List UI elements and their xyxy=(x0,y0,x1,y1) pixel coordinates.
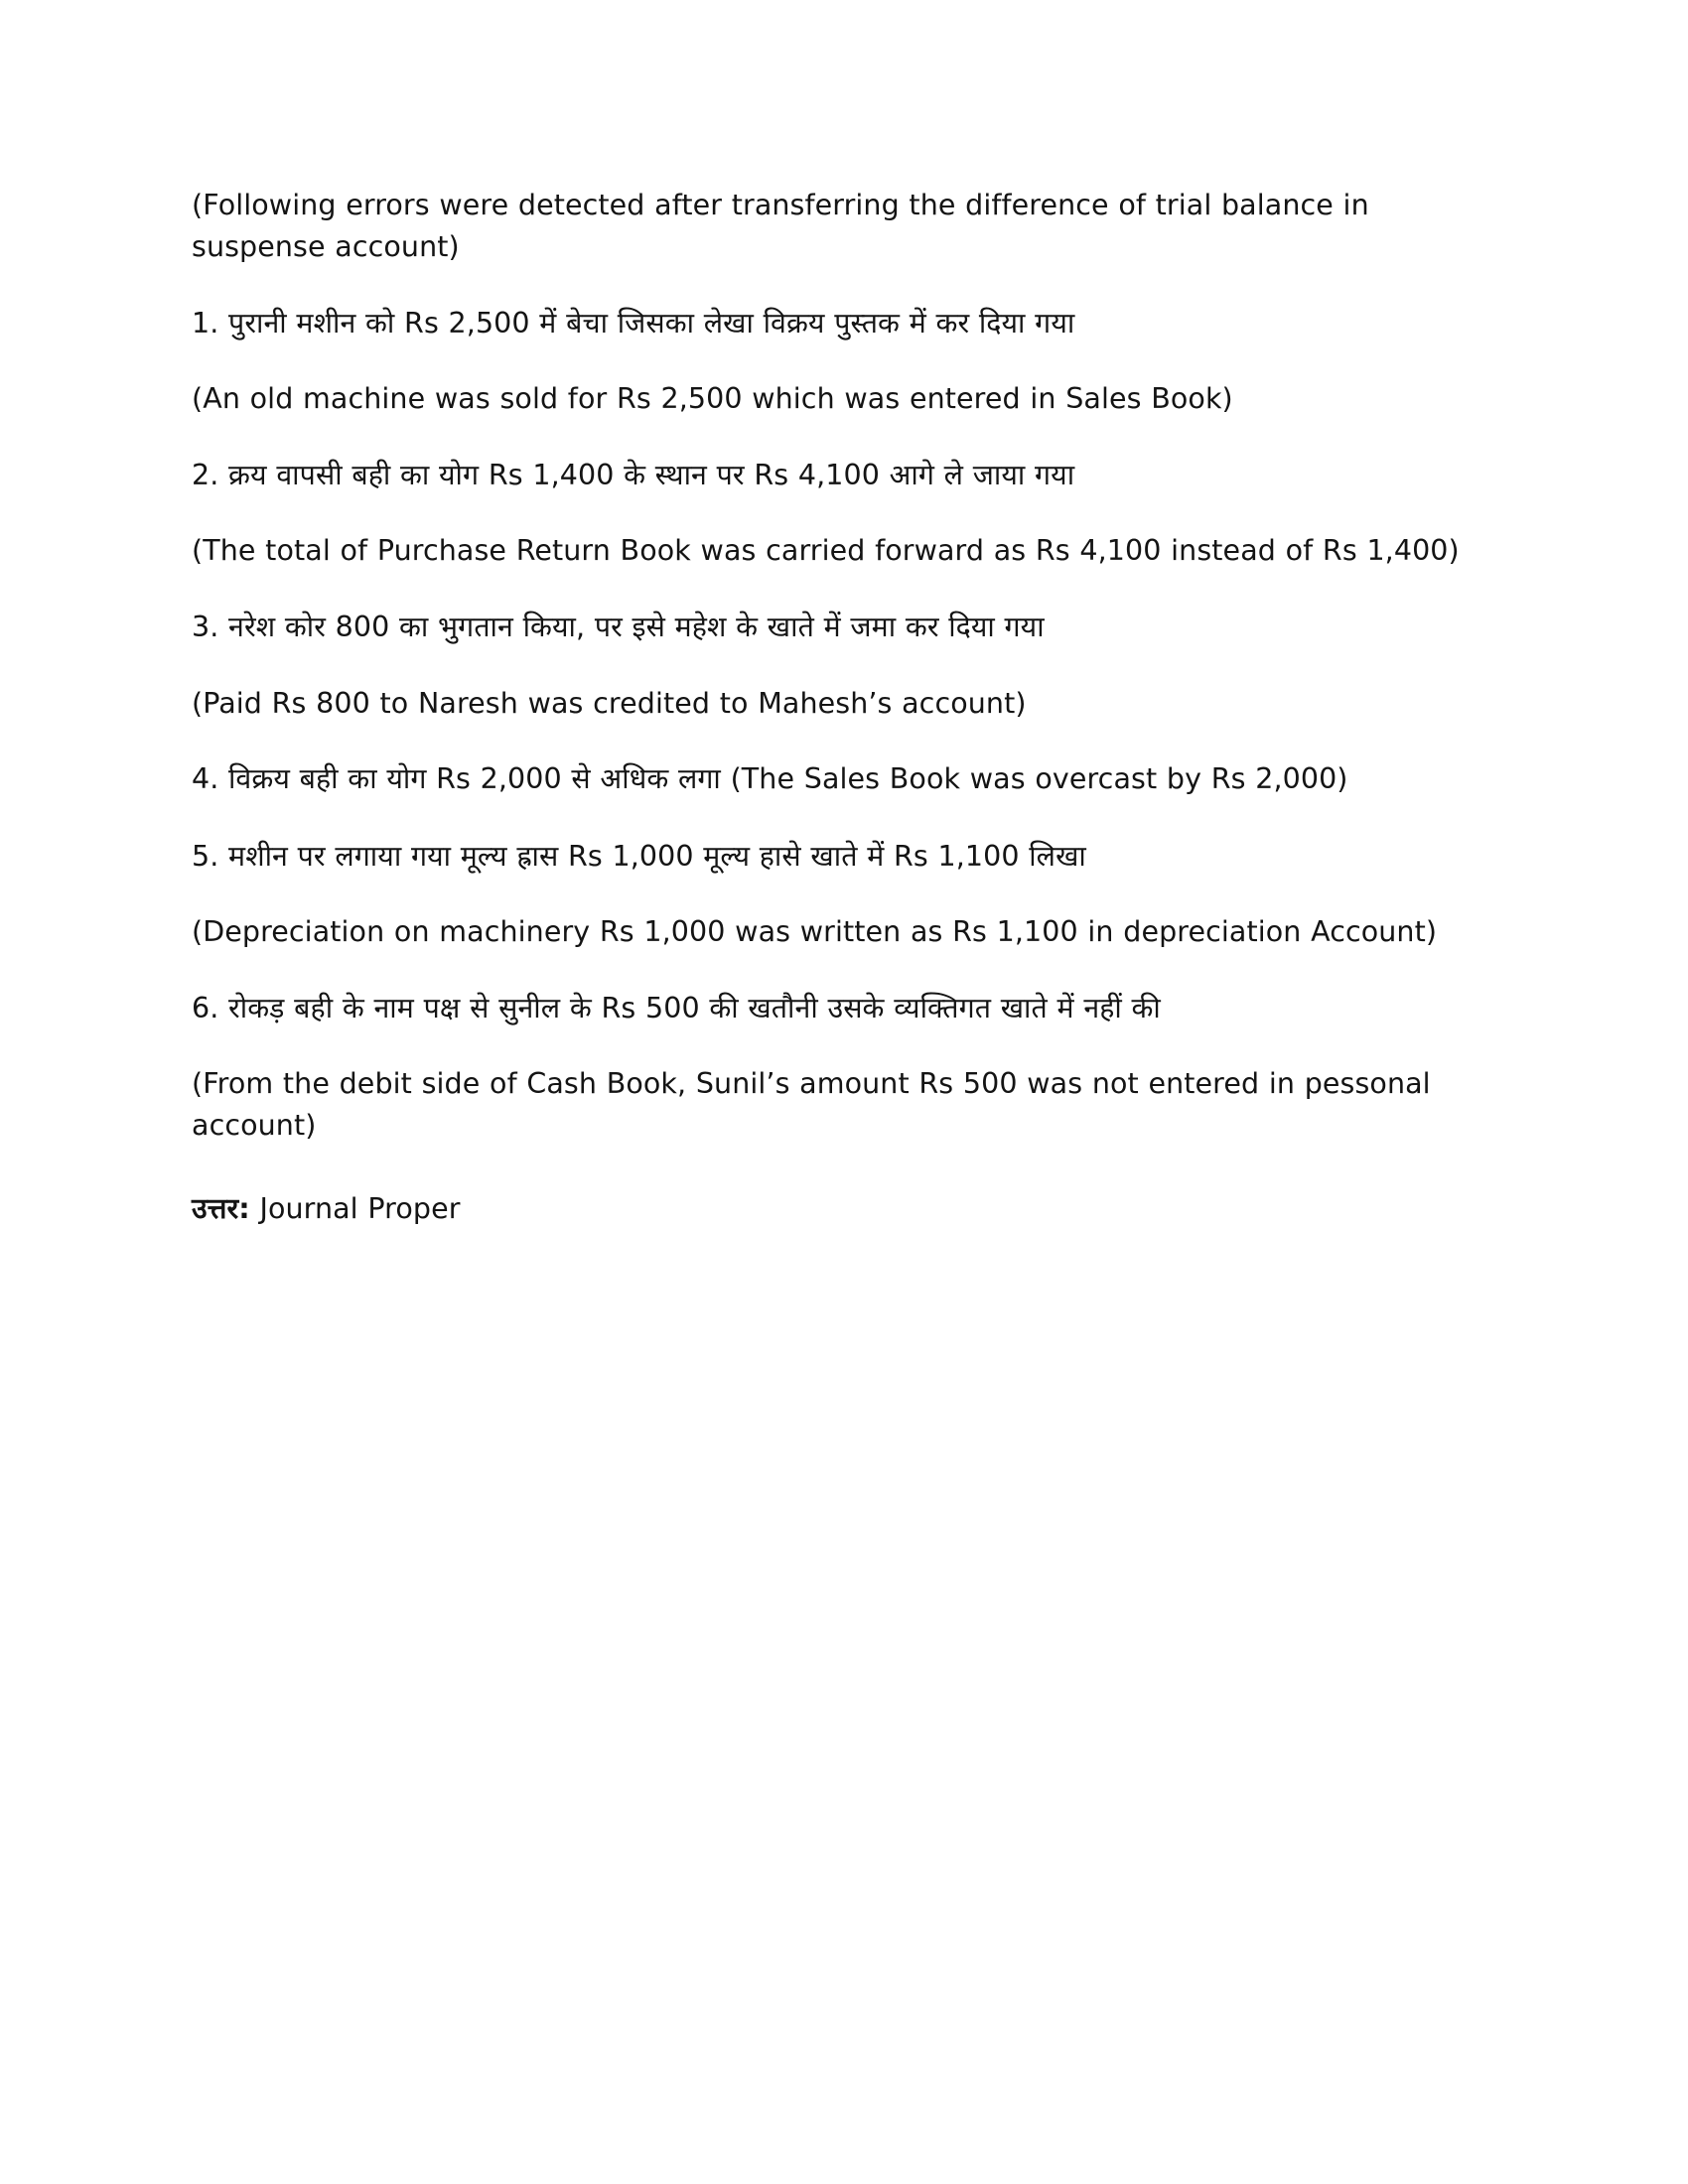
question-item-1-english: (An old machine was sold for Rs 2,500 which was entered in Sales Book) xyxy=(192,382,1233,416)
question-item-5-english: (Depreciation on machinery Rs 1,000 was written as Rs 1,100 in depreciation Account) xyxy=(192,915,1438,949)
question-item-3-hindi: 3. नरेश कोर 800 का भुगतान किया, पर इसे महेश के खाते में जमा कर दिया गया xyxy=(192,611,1045,644)
question-item-2-hindi: 2. क्रय वापसी बही का योग Rs 1,400 के स्थान पर Rs 4,100 आगे ले जाया गया xyxy=(192,458,1075,491)
question-item-4-hindi: 4. विक्रय बही का योग Rs 2,000 से अधिक लगा (The Sales Book was overcast by Rs 2,000) xyxy=(192,762,1348,796)
document-body xyxy=(192,185,1479,1230)
answer-paragraph xyxy=(192,1188,1479,1230)
question-item-6-english: (From the debit side of Cash Book, Sunil’s amount Rs 500 was not entered in pessonal account) xyxy=(192,1067,1431,1143)
intro-paragraph: (Following errors were detected after transferring the difference of trial balance in suspense account) xyxy=(192,189,1369,263)
answer-spacer xyxy=(250,1192,260,1225)
question-item-3-english: (Paid Rs 800 to Naresh was credited to Mahesh’s account) xyxy=(192,686,1027,720)
answer-value: Journal Proper xyxy=(259,1192,461,1225)
question-item-1-hindi: 1. पुरानी मशीन को Rs 2,500 में बेचा जिसका लेखा विक्रय पुस्तक में कर दिया गया xyxy=(192,306,1075,340)
question-item-6-hindi: 6. रोकड़ बही के नाम पक्ष से सुनील के Rs 500 की खतौनी उसके व्यक्तिगत खाते में नहीं की xyxy=(192,991,1161,1024)
question-item-5-hindi: 5. मशीन पर लगाया गया मूल्य ह्रास Rs 1,000 मूल्य हासे खाते में Rs 1,100 लिखा xyxy=(192,839,1086,873)
answer-label: उत्तर: xyxy=(192,1192,250,1225)
question-item-2-english: (The total of Purchase Return Book was carried forward as Rs 4,100 instead of Rs 1,400) xyxy=(192,534,1460,568)
